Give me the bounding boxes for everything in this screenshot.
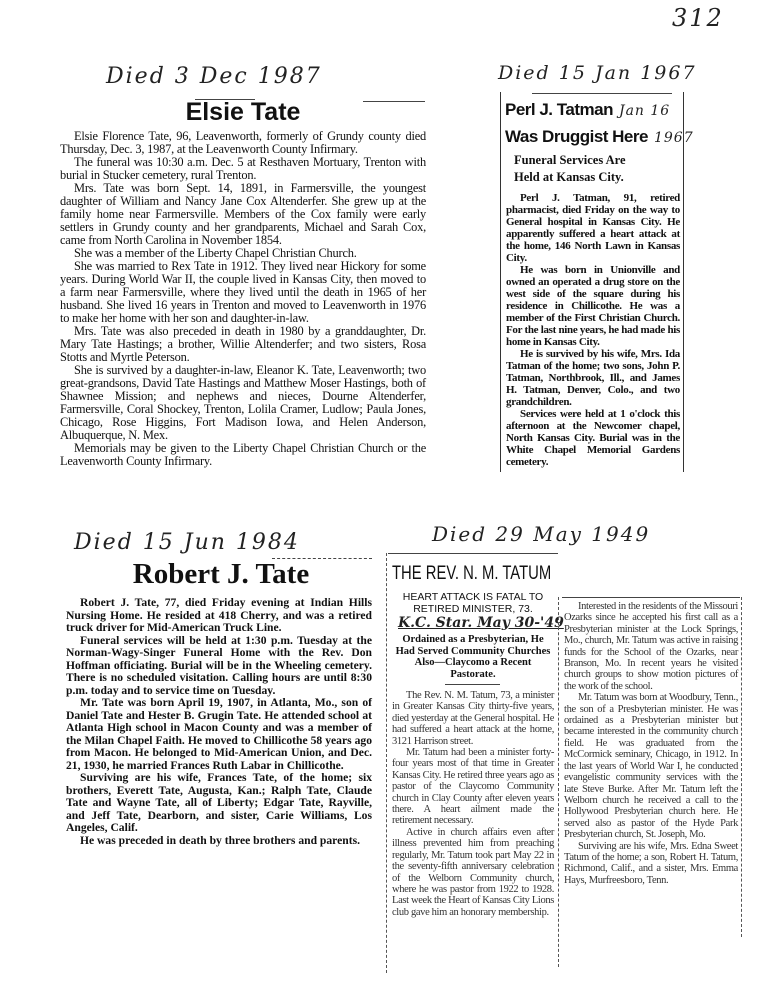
paragraph: Surviving are his wife, Mrs. Edna Sweet Tatum of the home; a son, Robert H. Tatum, Richmond, Calif., and a sister, Mrs. Emma Hays, Murfreesboro, Tenn. (564, 840, 738, 886)
obituary-title: THE REV. N. M. TATUM (392, 563, 552, 584)
paragraph: Mrs. Tate was born Sept. 14, 1891, in Farmersville, the youngest daughter of William and Nancy Jane Cox Altenderfer. She grew up at the family home near Farmersville. Members of the Cox family were early settlers in Grundy county and her grandparents, Michael and Sarah Cox, came from North Carolina in November 1854. (60, 181, 426, 247)
paragraph: Mrs. Tate was also preceded in death in 1980 by a granddaughter, Dr. Mary Tate Hastings; a brother, Willie Altenderfer; and two sisters, Rosa Stotts and Myrtle Peterson. (60, 324, 426, 364)
page-number: 312 (672, 4, 724, 32)
paragraph: Elsie Florence Tate, 96, Leavenworth, formerly of Grundy county died Thursday, Dec. 3, 1987, at the Leavenworth County Infirmary. (60, 129, 426, 156)
obituary-title: Elsie Tate (185, 98, 301, 126)
handwritten-date: Jan 16 (618, 103, 671, 119)
paragraph: Memorials may be given to the Liberty Chapel Christian Church or the Leavenworth County Infirmary. (60, 441, 426, 468)
paragraph: Surviving are his wife, Frances Tate, of the home; six brothers, Everett Tate, Augusta, Kan.; Ralph Tate, Claude Tate and Wayne Tate, all of Liberty; Edgar Tate, Rayville, and Jeff Tate, Dearborn, and sister, Carie Williams, Los Angeles, Calif. (66, 771, 372, 834)
obituary-body (60, 130, 426, 468)
handwritten-death-date: Died 29 May 1949 (432, 522, 651, 546)
subheadline: HEART ATTACK IS FATAL TO RETIRED MINISTER, 73. (402, 591, 544, 615)
paragraph: Perl J. Tatman, 91, retired pharmacist, died Friday on the way to General hospital in Kansas City. He apparently suffered a heart attack at the home, 146 North Lawn in Kansas City. (506, 192, 680, 264)
headline (505, 97, 694, 151)
paragraph: He was preceded in death by three brothers and parents. (80, 833, 360, 847)
paragraph: He is survived by his wife, Mrs. Ida Tatman of the home; two sons, John P. Tatman, Northbrook, Ill., and James H. Tatman, Denver, Colo., and two grandchildren. (506, 348, 680, 408)
obituary-title: Robert J. Tate (132, 558, 310, 590)
headline-row (505, 97, 694, 124)
paragraph: Robert J. Tate, 77, died Friday evening at Indian Hills Nursing Home. He resided at 418 Cherry, and was a retired truck driver for Mid-American Truck Line. (66, 596, 372, 634)
subheadline (514, 152, 684, 186)
paragraph: Mr. Tate was born April 19, 1907, in Atlanta, Mo., son of Daniel Tate and Hester B. Grugin Tate. He attended school at Atlanta High school in Macon County and was a member of the Milan Chapel Faith. He moved to Chillicothe 58 years ago from Macon. He belonged to Mid-American Union, and Dec. 21, 1930, he married Frances Ruth Labar in Chillicothe. (66, 696, 372, 772)
paragraph: She was a member of the Liberty Chapel Christian Church. (74, 246, 357, 260)
deck: Ordained as a Presbyterian, He Had Served Community Churches Also—Claycomo a Recent Pastorate. (395, 634, 551, 680)
headline-line: Perl J. Tatman (505, 100, 613, 119)
obituary-body (66, 597, 372, 847)
divider (562, 597, 740, 598)
paragraph: Active in church affairs even after illness prevented him from preaching regularly, Mr. Tatum took part May 22 in the seventy-fifth anniversary celebration of the Welborn Community church, where he was pastor from 1922 to 1928. Last week the Heart of Kansas City Lions club gave him an honorary membership. (392, 826, 554, 918)
paragraph: Funeral services will be held at 1:30 p.m. Tuesday at the Norman-Wagy-Singer Funeral Home with the Rev. Don Hoffman officiating. Burial will be in the Wheeling cemetery. There is no scheduled visitation. Calling hours are until 8:30 p.m. today and to service time on Tuesday. (66, 633, 372, 697)
obituary-body (506, 192, 680, 468)
paragraph: Services were held at 1 o'clock this afternoon at the Newcomer chapel, North Kansas City. Burial was in the White Chapel Memorial Gardens cemetery. (506, 408, 680, 468)
headline-line: Was Druggist Here (505, 127, 648, 146)
headline-row (505, 124, 694, 151)
clipping-border (386, 553, 387, 973)
clipping-border (741, 597, 742, 937)
handwritten-death-date: Died 3 Dec 1987 (106, 64, 322, 89)
divider (532, 93, 672, 94)
handwritten-source-note: K.C. Star. May 30-'49 (398, 615, 564, 631)
handwritten-death-date: Died 15 Jan 1967 (498, 62, 697, 84)
paragraph: He was born in Unionville and owned an operated a drug store on the west side of the square during his residence in Chillicothe. He was a member of the First Christian Church. For the last nine years, he had made his home in Kansas City. (506, 264, 680, 348)
column-divider (558, 597, 559, 967)
divider (445, 684, 500, 685)
paragraph: She was married to Rex Tate in 1912. They lived near Hickory for some years. During World War II, the couple lived in Kansas City, then moved to a farm near Farmersville, where they lived until the death in 1965 of her husband. She lived 16 years in Trenton and moved to Leavenworth in 1976 to make her home with her son and daughter-in-law. (60, 259, 426, 325)
paragraph: The funeral was 10:30 a.m. Dec. 5 at Resthaven Mortuary, Trenton with burial in Stucker cemetery, rural Trenton. (60, 155, 426, 182)
obituary-column-2 (564, 601, 738, 886)
paragraph: Interested in the residents of the Missouri Ozarks since he accepted his first call as a Presbyterian minister at the Lock Springs, Mo., church, Mr. Tatum was active in raising funds for the School of the Ozarks, near Branson, Mo. In recent years he visited church groups to show motion pictures of the work of the school. (564, 601, 738, 692)
paragraph: The Rev. N. M. Tatum, 73, a minister in Greater Kansas City thirty-five years, died yesterday at the General hospital. He had suffered a heart attack at the home, 3121 Harrison street. (392, 690, 554, 747)
paragraph: Mr. Tatum was born at Woodbury, Tenn., the son of a Presbyterian minister. He was ordained as a Presbyterian minister but became interested in the community church field. He was graduated from the McCormick seminary, Chicago, in 1912. In the last years of World War I, he conducted evangelistic community services with the late Steve Burke. After Mr. Tatum left the Welborn church he received a call to the Hollywood Presbyterian church here. He served also as pastor of the Hyde Park Presbyterian church, St. Joseph, Mo. (564, 692, 738, 841)
obituary-column-1 (392, 690, 554, 918)
subheadline-line: Held at Kansas City. (514, 170, 624, 184)
subheadline-line: Funeral Services Are (514, 153, 626, 167)
divider (388, 553, 558, 554)
handwritten-year: 1967 (653, 130, 694, 146)
handwritten-death-date: Died 15 Jun 1984 (74, 530, 300, 555)
paragraph: Mr. Tatum had been a minister forty-four years most of that time in Greater Kansas City. He retired three years ago as pastor of the Claycomo Community church in Clay County after eleven years there. A heart ailment made the retirement necessary. (392, 747, 554, 827)
paragraph: She is survived by a daughter-in-law, Eleanor K. Tate, Leavenworth; two great-grandsons, David Tate Hastings and Matthew Moser Hastings, both of Shawnee Mission; and nephews and nieces, Dourne Altenderfer, Farmersville, Coral Shockey, Trenton, Lolila Cramer, Ludlow; Paula Jones, Chicago, Rose Higgins, Fort Madison Iowa, and Helen Anderson, Albuquerque, N. Mex. (60, 363, 426, 442)
